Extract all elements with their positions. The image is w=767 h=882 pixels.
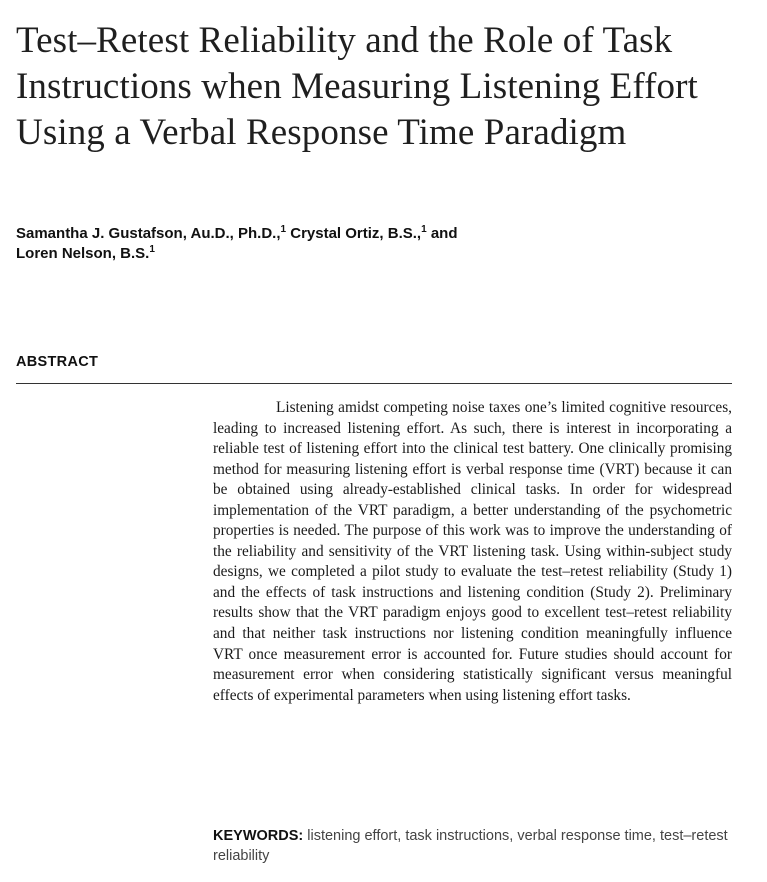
abstract-text: Listening amidst competing noise taxes one’s limited cognitive resources, leading to increased listening effort. As such, there is interest in incorporating a reliable test of listening effort into the clinical test battery. One clinically promising method for measuring listening effort is verbal response time (VRT) because it can be obtained using already-established clinical tasks. In order for widespread implementation of the VRT paradigm, a better understanding of the psychometric properties is needed. The purpose of this work was to improve the understanding of the reliability and sensitivity of the VRT listening task. Using within-subject study designs, we completed a pilot study to evaluate the test–retest reliability (Study 1) and the effects of task instructions and listening condition (Study 2). Preliminary results show that the VRT paradigm enjoys good to excellent test–retest reliability and that neither task instructions nor listening condition meaningfully influence VRT once measurement error is accounted for. Future studies should account for measurement error when considering statistically significant versus meaningful effects of experimental parameters when using listening effort tasks.	[213, 399, 732, 704]
section-divider	[16, 383, 732, 384]
author-name: Loren Nelson, B.S.	[16, 245, 150, 262]
author-affiliation-marker: 1	[280, 224, 287, 235]
keywords-label: KEYWORDS:	[213, 828, 304, 844]
keywords-list: listening effort, task instructions, verbal response time, test–retest reliability	[213, 828, 728, 864]
author-list	[16, 224, 716, 264]
abstract-heading: ABSTRACT	[16, 354, 99, 370]
author-name: Crystal Ortiz, B.S.,	[286, 225, 422, 242]
article-title: Test–Retest Reliability and the Role of Task Instructions when Measuring Listening Effort Using a Verbal Response Time Paradigm	[16, 20, 698, 153]
keywords-block	[213, 826, 732, 866]
author-conjunction: and	[426, 225, 458, 242]
author-affiliation-marker: 1	[421, 224, 427, 235]
author-affiliation-marker: 1	[149, 244, 155, 255]
author-name: Samantha J. Gustafson, Au.D., Ph.D.,	[16, 225, 281, 242]
